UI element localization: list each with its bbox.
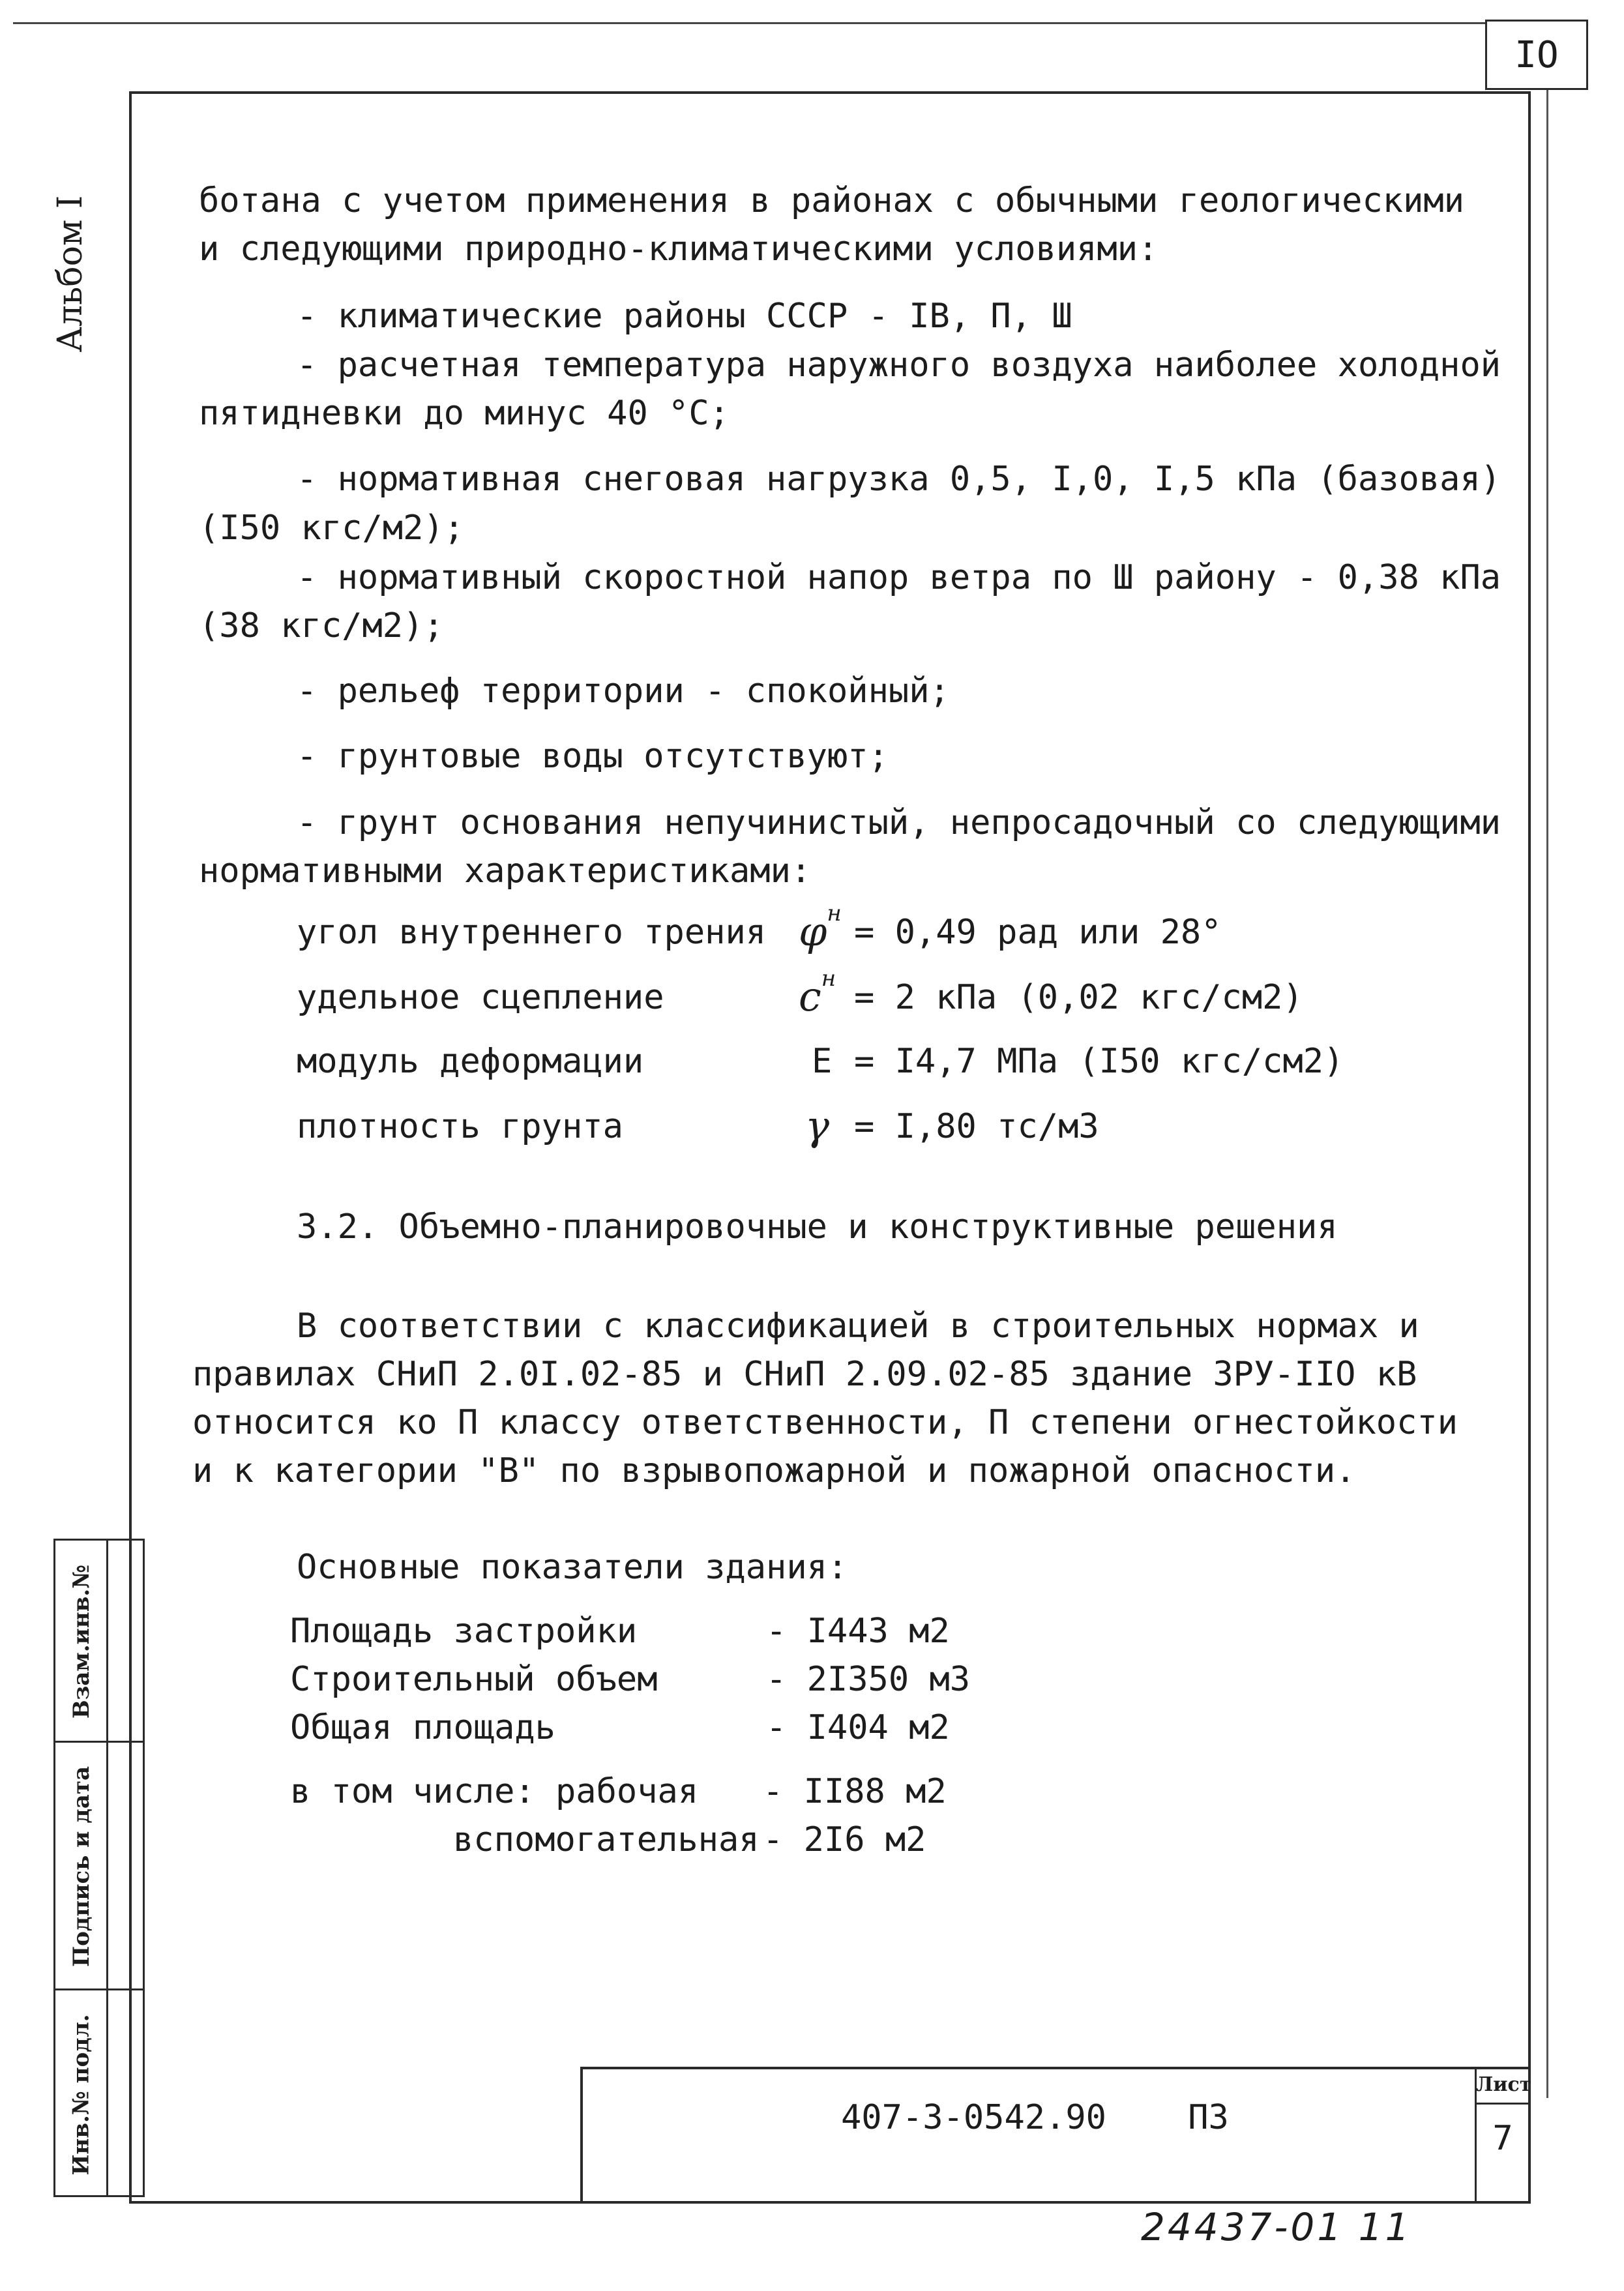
indicator-label: Строительный объем [290, 1660, 658, 1699]
soil-symbol: $\varphi^н$ [799, 900, 842, 955]
indicator-value: - II88 м2 [763, 1772, 947, 1811]
soil-label: удельное сцепление [297, 978, 664, 1017]
document-code: 407-3-0542.90 ПЗ [841, 2098, 1229, 2137]
top-border-line [13, 22, 1486, 24]
stamp-label-original: Инв.№ подл. [68, 2014, 95, 2176]
corner-sheet-number: IO [1485, 20, 1588, 90]
text-line: (38 кгс/м2); [199, 606, 444, 645]
paragraph-line: В соответствии с классификацией в строительных нормах и [297, 1307, 1419, 1346]
album-label: Альбом I [51, 195, 90, 353]
text-line: - нормативный скоростной напор ветра по Ш району - 0,38 кПа [297, 558, 1501, 597]
paragraph-line: и к категории "В" по взрывопожарной и пожарной опасности. [192, 1451, 1356, 1490]
indicator-label: Площадь застройки [290, 1612, 638, 1651]
soil-label: угол внутреннего трения [297, 913, 767, 952]
indicators-heading: Основные показатели здания: [297, 1548, 848, 1587]
soil-symbol: E [812, 1042, 833, 1081]
soil-value: = I,80 тс/м3 [854, 1107, 1099, 1146]
stamp-label-signature: Подпись и дата [68, 1766, 95, 1968]
text-line: (I50 кгс/м2); [199, 509, 464, 548]
sheet-label: Лист [1475, 2067, 1531, 2105]
soil-label: модуль деформации [297, 1042, 644, 1081]
soil-symbol: $c^н$ [799, 966, 836, 1020]
text-line: - расчетная температура наружного воздуха наиболее холодной [297, 346, 1501, 385]
text-line: - нормативная снеговая нагрузка 0,5, I,0, I,5 кПа (базовая) [297, 460, 1501, 499]
indicator-value: - I443 м2 [766, 1612, 950, 1651]
text-line: - грунтовые воды отсутствуют; [297, 737, 889, 776]
stamp-label-replacement: Взам.инв.№ [68, 1564, 95, 1719]
indicator-label: вспомогательная [453, 1820, 760, 1859]
handwritten-number: 24437-01 11 [1141, 2205, 1412, 2249]
text-line: ботана с учетом применения в районах с обычными геологическими [199, 181, 1465, 220]
text-line: - климатические районы СССР - IВ, П, Ш [297, 297, 1072, 336]
indicator-value: - 2I6 м2 [763, 1820, 926, 1859]
section-heading: 3.2. Объемно-планировочные и конструктивные решения [297, 1207, 1338, 1247]
text-line: нормативными характеристиками: [199, 851, 812, 891]
text-line: пятидневки до минус 40 °С; [199, 394, 730, 433]
soil-symbol: γ [805, 1102, 830, 1149]
right-border-line [1546, 90, 1548, 2098]
text-line: - рельеф территории - спокойный; [297, 672, 950, 711]
approval-stamp [53, 1539, 145, 2197]
sheet-number: 7 [1492, 2119, 1513, 2158]
indicator-label: Общая площадь [290, 1708, 555, 1747]
paragraph-line: правилах СНиП 2.0I.02-85 и СНиП 2.09.02-85 здание ЗРУ-IIO кВ [192, 1355, 1417, 1394]
paragraph-line: относится ко П классу ответственности, П степени огнестойкости [192, 1403, 1458, 1442]
text-line: и следующими природно-климатическими условиями: [199, 229, 1159, 269]
soil-value: = I4,7 МПа (I50 кгс/см2) [854, 1042, 1344, 1081]
indicator-value: - I404 м2 [766, 1708, 950, 1747]
soil-label: плотность грунта [297, 1107, 623, 1146]
indicator-label: в том числе: рабочая [290, 1772, 699, 1811]
indicator-value: - 2I350 м3 [766, 1660, 971, 1699]
soil-value: = 2 кПа (0,02 кгс/см2) [854, 978, 1303, 1017]
soil-value: = 0,49 рад или 28° [854, 913, 1222, 952]
text-line: - грунт основания непучинистый, непросадочный со следующими [297, 803, 1501, 842]
